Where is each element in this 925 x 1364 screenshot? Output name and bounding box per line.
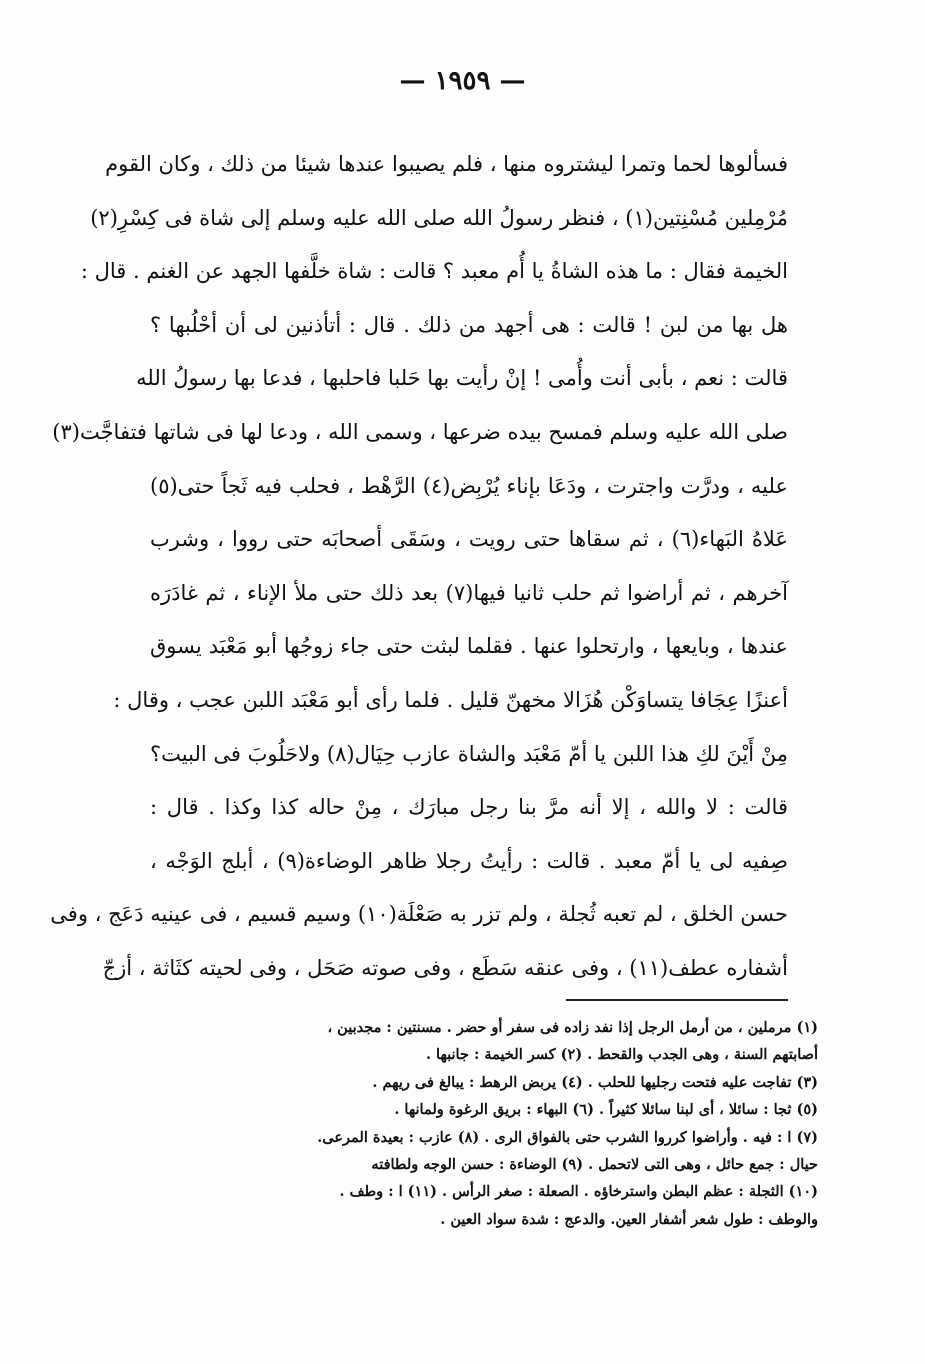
- text-line: هل بها من لبن ! قالت : هى أجهد من ذلك . قال : أتأذنين لى أن أحْلُبها ؟: [150, 312, 788, 337]
- text-line: عَلاهُ البَهاء(٦) ، ثم سقاها حتى رويت ، وسَقَى أصحابَه حتى رووا ، وشرب: [150, 527, 788, 552]
- footnote-line: (٧) ا : فيه . وأراضوا كرروا الشرب حتى بالفواق الرى . (٨) عازب : بعيدة المرعى.: [317, 1128, 818, 1146]
- text-line: قالت : لا والله ، إلا أنه مرَّ بنا رجل مبارَك ، مِنْ حاله كذا وكذا . قال :: [150, 795, 788, 820]
- main-text: [50, 138, 789, 996]
- text-line: فسألوها لحما وتمرا ليشتروه منها ، فلم يصيبوا عندها شيئا من ذلك ، وكان القوم: [105, 152, 788, 176]
- footnote-line: حيال : جمع حائل ، وهى التى لاتحمل . (٩) الوضاءة : حسن الوجه ولطافته: [371, 1155, 818, 1173]
- text-line: الخيمة فقال : ما هذه الشاةُ يا أُم معبد ؟ قالت : شاة خلَّفها الجهد عن الغنم . قال :: [80, 259, 788, 284]
- text-line: عندها ، وبايعها ، وارتحلوا عنها . فقلما لبثت حتى جاء زوجُها أبو مَعْبَد يسوق: [150, 634, 788, 659]
- footnote-line: والوطف : طول شعر أشفار العين. والدعج : شدة سواد العين .: [440, 1210, 818, 1228]
- text-line: عليه ، ودرَّت واجترت ، ودَعَا بإناء يُرْبِض(٤) الرَّهْط ، فحلب فيه ثَجاً حتى(٥): [150, 473, 788, 498]
- text-line: صِفيه لى يا أمّ معبد . قالت : رأيتُ رجلا ظاهر الوضاءة(٩) ، أبلج الوَجْه ،: [150, 848, 788, 873]
- footnote-line: (١٠) الثجلة : عظم البطن واسترخاؤه . الصعلة : صغر الرأس . (١١) ا : وطف .: [339, 1183, 818, 1201]
- footnote-line: أصابتهم السنة ، وهى الجدب والقحط . (٢) كسر الخيمة : جانبها .: [425, 1046, 818, 1064]
- footnotes: [118, 1014, 818, 1233]
- text-line: صلى الله عليه وسلم فمسح بيده ضرعها ، وسمى الله ، ودعا لها فى شاتها فتفاجَّت(٣): [52, 419, 788, 444]
- page-number: — ١٩٥٩ —: [399, 66, 526, 96]
- footnote-line: (١) مرملين ، من أرمل الرجل إذا نفد زاده فى سفر أو حضر . مسنتين : مجدبين ،: [327, 1019, 818, 1036]
- text-line: آخرهم ، ثم أراضوا ثم حلب ثانيا فيها(٧) بعد ذلك حتى ملأ الإناء ، ثم غادَرَه: [150, 580, 789, 605]
- footnote-line: (٥) ثجا : سائلا ، أى لبنا سائلا كثيراً . (٦) البهاء : بريق الرغوة ولمانها .: [394, 1101, 818, 1119]
- text-line: حسن الخلق ، لم تعبه ثُجلة ، ولم تزر به صَعْلَة(١٠) وسيم قسيم ، فى عينيه دَعَج ، وفى: [50, 902, 788, 927]
- text-line: أعنزًا عِجَافا يتساوَكْن هُزَالا مخهنّ قليل . فلما رأى أبو مَعْبَد اللبن عجب ، وقال :: [113, 687, 788, 712]
- text-line: أشفاره عطف(١١) ، وفى عنقه سَطَع ، وفى صوته صَحَل ، وفى لحيته كثَاثة ، أزجّ: [102, 955, 788, 980]
- footnote-separator: [566, 999, 788, 1001]
- text-line: مُرْمِلين مُسْنِتين(١) ، فنظر رسولُ الله صلى الله عليه وسلم إلى شاة فى كِسْرِ(٢): [90, 205, 788, 230]
- text-line: قالت : نعم ، بأبى أنت وأُمى ! إنْ رأيت بها حَلبا فاحلبها ، فدعا بها رسولُ الله: [136, 366, 788, 391]
- text-line: مِنْ أَيْنَ لكِ هذا اللبن يا أمّ مَعْبَد والشاة عازب حِيَال(٨) ولاحَلُوبَ فى البيت؟: [150, 741, 788, 766]
- footnote-line: (٣) تفاجت عليه فتحت رجليها للحلب . (٤) يربض الرهط : يبالغ فى ريهم .: [372, 1073, 818, 1091]
